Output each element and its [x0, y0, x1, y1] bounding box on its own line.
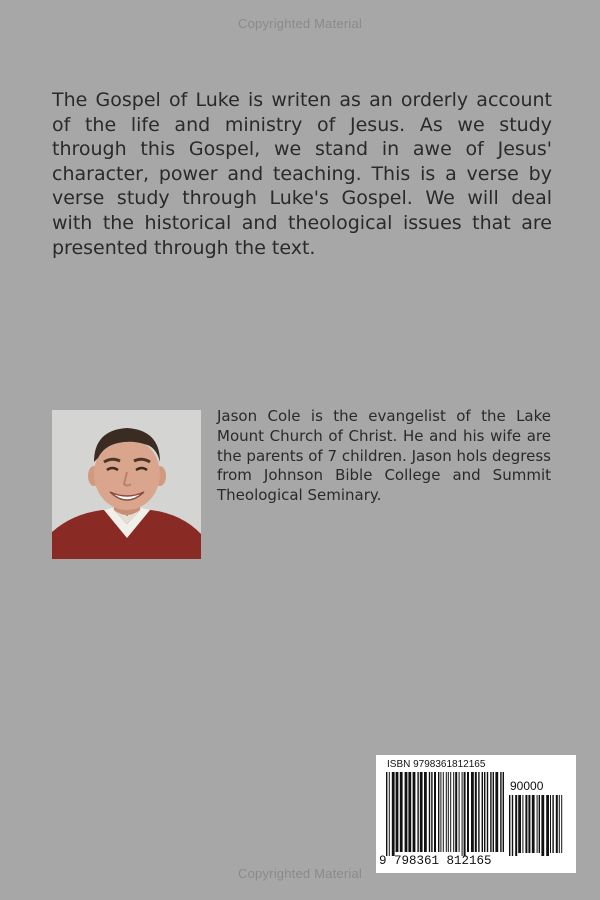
barcode-bar — [475, 772, 477, 852]
addon-barcode-bars — [509, 795, 565, 856]
barcode-bar — [518, 795, 521, 853]
barcode-bar — [525, 795, 527, 853]
barcode-bar — [537, 795, 538, 853]
isbn-barcode — [376, 755, 576, 873]
barcode-bar — [467, 772, 469, 852]
barcode-bar — [450, 772, 451, 852]
book-blurb: The Gospel of Luke is writen as an orderly account of the life and ministry of Jesus. As we study through this Gospel, we stand in awe of Jesus' character, power and teaching. This is a verse by verse study through Luke's Gospel. We will deal with the historical and theological issues that are presented through the text. — [52, 89, 552, 259]
barcode-bar — [417, 772, 418, 852]
barcode-bar — [522, 795, 523, 853]
barcode-bar — [471, 772, 474, 852]
barcode-bar — [438, 772, 439, 852]
barcode-bar — [443, 772, 444, 852]
barcode-bar — [440, 772, 441, 852]
author-portrait-image — [52, 410, 201, 559]
barcode-bar — [389, 772, 390, 856]
barcode-bar — [429, 772, 430, 852]
barcode-bar — [512, 795, 513, 856]
barcode-bar — [431, 772, 432, 852]
barcode-bar — [541, 795, 544, 856]
barcode-bar — [464, 772, 466, 856]
barcode-bar — [448, 772, 449, 852]
watermark-bottom: Copyrighted Material — [238, 866, 362, 881]
barcode-bar — [400, 772, 403, 852]
barcode-bar — [559, 795, 560, 853]
author-bio: Jason Cole is the evangelist of the Lake Mount Church of Christ. He and his wife are the parents of 7 children. Jason hols degress from Johnson Bible College and Summit Theological Seminary. — [217, 407, 551, 505]
barcode-bar — [532, 795, 535, 853]
barcode-bar — [556, 795, 558, 853]
barcode-bar — [446, 772, 447, 852]
author-photo — [52, 410, 201, 559]
barcode-bar — [424, 772, 427, 852]
isbn-label: ISBN 9798361812165 — [387, 759, 486, 770]
barcode-bar — [550, 795, 551, 853]
barcode-bar — [396, 772, 399, 852]
barcode-bar — [495, 772, 498, 852]
barcode-bar — [478, 772, 479, 852]
barcode-bar — [459, 772, 460, 852]
barcode-bar — [490, 772, 491, 852]
barcode-bar — [546, 795, 549, 856]
barcode-bar — [493, 772, 494, 852]
barcode-bar — [528, 795, 530, 853]
barcode-bar — [392, 772, 395, 856]
watermark-top: Copyrighted Material — [238, 16, 362, 31]
barcode-bar — [434, 772, 436, 852]
barcode-bar — [487, 772, 488, 852]
barcode-bar — [405, 772, 408, 852]
barcode-bar — [455, 772, 457, 852]
barcode-bar — [413, 772, 416, 852]
barcode-bar — [462, 772, 463, 856]
ean-barcode-bars — [386, 772, 506, 856]
barcode-bar — [484, 772, 485, 852]
barcode-bar — [561, 795, 562, 853]
barcode-bar — [515, 795, 517, 856]
barcode-bar — [503, 772, 504, 852]
barcode-bar — [408, 772, 411, 852]
barcode-bar — [482, 772, 483, 852]
barcode-bar — [420, 772, 423, 852]
barcode-bar — [552, 795, 553, 853]
barcode-bar — [539, 795, 540, 853]
barcode-bar — [500, 772, 501, 852]
barcode-bar — [453, 772, 454, 852]
barcode-bar — [509, 795, 510, 856]
addon-code: 90000 — [510, 779, 544, 793]
barcode-bar — [386, 772, 387, 856]
barcode-digits: 9 798361 812165 — [379, 854, 492, 868]
